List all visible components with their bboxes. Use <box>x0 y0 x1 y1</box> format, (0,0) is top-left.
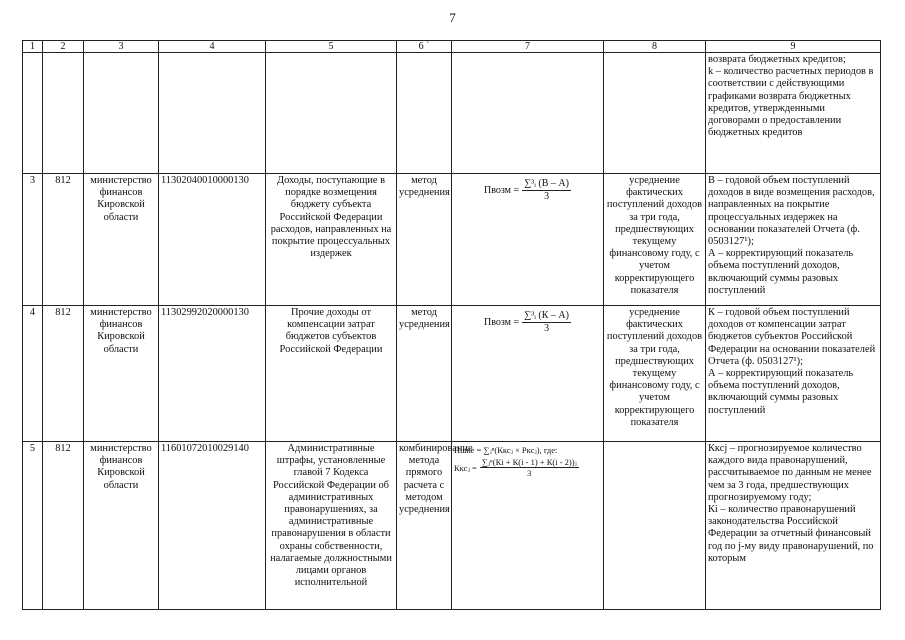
indicator-description: К – годовой объем поступлений доходов от компенсации затрат бюджетов субъектов Российской Федерации на основании показателей Отчета (ф. 0503127¹); А – корректирующий показатель объема поступлений доходов, включающий суммы разовых поступлений <box>706 306 881 442</box>
col-header-5: 5 <box>266 41 397 53</box>
col-header-6: 6 ` <box>397 41 452 53</box>
kbk-code: 11302040010000130 <box>159 174 266 306</box>
formula <box>452 442 604 610</box>
page-number: 7 <box>449 10 456 25</box>
row-number: 4 <box>23 306 43 442</box>
administrator-name: министерство финансов Кировской области <box>84 306 159 442</box>
kbk-code: 11302992020000130 <box>159 306 266 442</box>
admin-code: 812 <box>43 174 84 306</box>
formula-denominator: 3 <box>544 191 550 203</box>
col-header-7: 7 <box>452 41 604 53</box>
table-row <box>23 442 881 610</box>
col-header-1: 1 <box>23 41 43 53</box>
formula-numerator: ∑ⱼⁿ(Кi + К(i - 1) + К(i - 2))ⱼ <box>481 457 577 467</box>
forecast-method: комбинирование метода прямого расчета с методом усреднения <box>397 442 452 610</box>
calculation-algorithm: усреднение фактических поступлений доходов за три года, предшествующих текущему финансовому году, с учетом корректирующего показателя <box>604 306 706 442</box>
formula-lhs: Пвозм = <box>484 184 520 196</box>
revenue-name: Прочие доходы от компенсации затрат бюджетов субъектов Российской Федерации <box>266 306 397 442</box>
col-header-8: 8 <box>604 41 706 53</box>
forecast-method: метод усреднения <box>397 306 452 442</box>
row-number: 3 <box>23 174 43 306</box>
admin-code: 812 <box>43 442 84 610</box>
revenue-name: Административные штрафы, установленные главой 7 Кодекса Российской Федерации об административных правонарушениях, за административные правонарушения в области охраны собственности, налагаемые должностными лицами органов исполнительной <box>266 442 397 610</box>
calculation-algorithm <box>604 442 706 610</box>
formula <box>452 174 604 306</box>
forecast-method: метод усреднения <box>397 174 452 306</box>
table-row <box>23 306 881 442</box>
formula-denominator: 3 <box>527 468 532 478</box>
indicator-description: В – годовой объем поступлений доходов в виде возмещения расходов, направленных на покрытие процессуальных издержек на основании показателей Отчета (ф. 0503127¹); А – корректирующий показатель объема поступлений доходов, включающий суммы разовых поступлений <box>706 174 881 306</box>
formula-lhs: Пвозм = <box>484 316 520 328</box>
formula-numerator: ∑³ᵢ (К – А) <box>522 310 571 323</box>
col-header-3: 3 <box>84 41 159 53</box>
table-row <box>23 174 881 306</box>
col-header-4: 4 <box>159 41 266 53</box>
admin-code: 812 <box>43 306 84 442</box>
formula-line-1: Пшке = ∑ⱼⁿ(Кксⱼ × Ркcⱼ), где: <box>454 445 558 455</box>
formula <box>452 306 604 442</box>
revenue-forecast-table <box>22 40 881 610</box>
revenue-name: Доходы, поступающие в порядке возмещения бюджету субъекта Российской Федерации расходов, направленных на покрытие процессуальных издержек <box>266 174 397 306</box>
indicator-description: Кксj – прогнозируемое количество каждого вида правонарушений, рассчитываемое по данным не менее чем за 3 года, предшествующих прогнозируемому году; Кi – количество правонарушений законодательства Российской Федерации за отчетный финансовый год по j-му виду правонарушений, по которым <box>706 442 881 610</box>
row-number: 5 <box>23 442 43 610</box>
column-number-row <box>23 41 881 53</box>
col-header-9: 9 <box>706 41 881 53</box>
kbk-code: 11601072010029140 <box>159 442 266 610</box>
col-header-2: 2 <box>43 41 84 53</box>
administrator-name: министерство финансов Кировской области <box>84 174 159 306</box>
formula-denominator: 3 <box>544 323 550 335</box>
continuation-description: возврата бюджетных кредитов; k – количество расчетных периодов в соответствии с действующими графиками возврата бюджетных кредитов, утвержденными договорами о предоставлении бюджетных кредитов <box>706 53 881 174</box>
formula-lhs: Ккcⱼ = <box>454 462 477 473</box>
administrator-name: министерство финансов Кировской области <box>84 442 159 610</box>
calculation-algorithm: усреднение фактических поступлений доходов за три года, предшествующих текущему финансовому году, с учетом корректирующего показателя <box>604 174 706 306</box>
continuation-row <box>23 53 881 174</box>
formula-numerator: ∑³ᵢ (В – А) <box>522 178 571 191</box>
